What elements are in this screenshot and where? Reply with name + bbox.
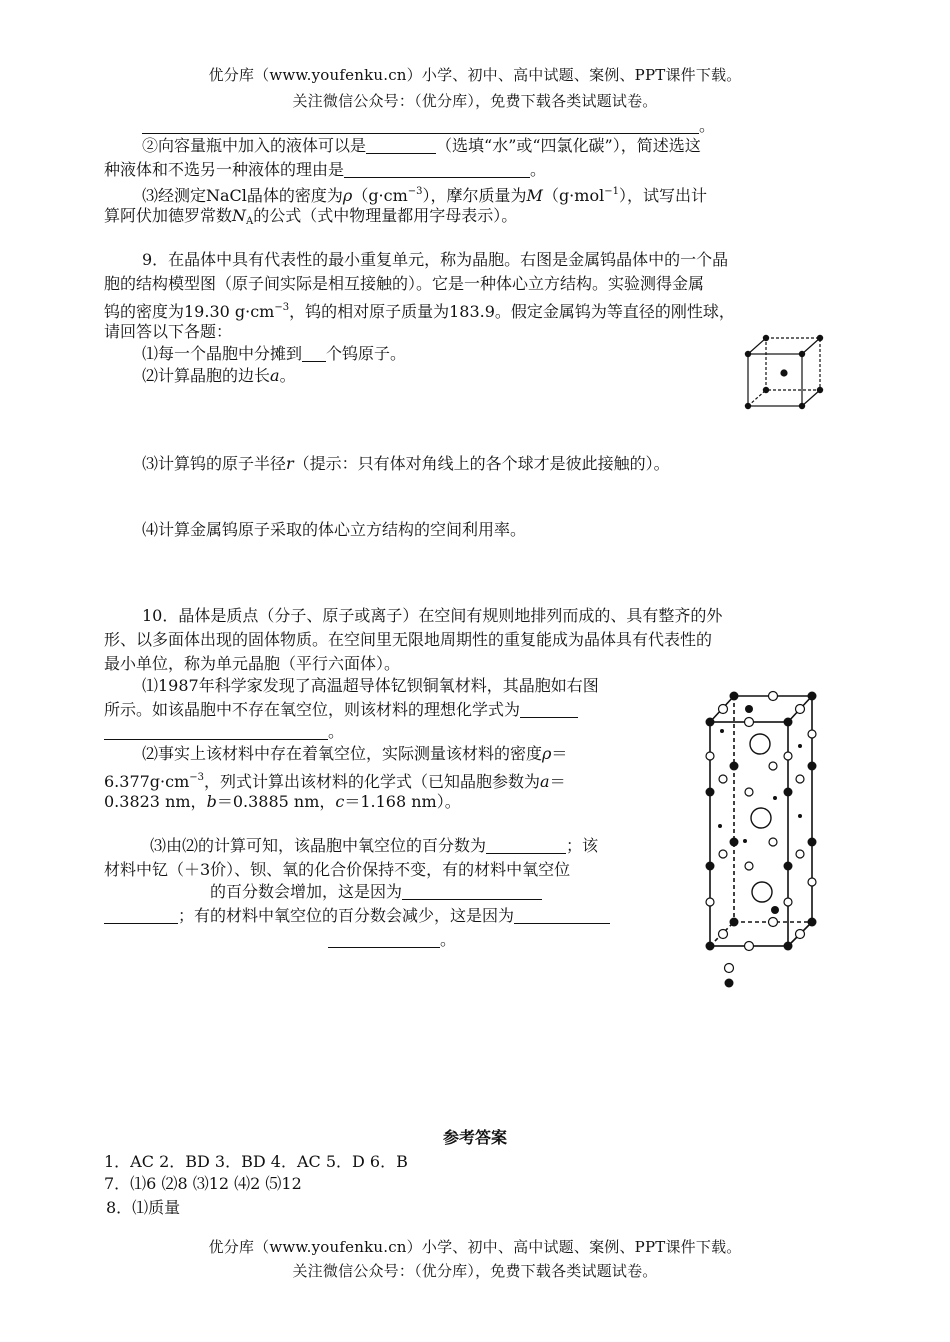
answer-blank[interactable]: [328, 929, 440, 948]
q10-sub3-line4: ；有的材料中氧空位的百分数会减少，这是因为: [104, 904, 610, 928]
corner-atom: [799, 403, 805, 409]
corner-atom: [799, 351, 805, 357]
body-center-atom: [780, 369, 787, 376]
q8-part3-line2: 算阿伏加德罗常数$N_A$的公式（式中物理量都用字母表示）。: [104, 206, 518, 227]
q10-line2: 形、以多面体出现的固体物质。在空间里无限地周期性的重复能成为晶体具有代表性的: [104, 630, 713, 649]
answers-line-2: 7．⑴6 ⑵8 ⑶12 ⑷2 ⑸12: [104, 1174, 302, 1193]
answer-blank[interactable]: [520, 699, 578, 718]
q8-part3-line1: ⑶经测定NaCl晶体的密度为$\rho(g\cdot cm^{-3})$，摩尔质量为M（g·mol$^{-1}$），试写出计: [142, 186, 707, 205]
legend-o-atom: [725, 964, 734, 973]
answers-line-1: 1．AC 2．BD 3．BD 4．AC 5．D 6．B: [104, 1152, 408, 1171]
answer-blank[interactable]: [402, 881, 542, 900]
q10-sub1-line3: 。: [104, 720, 344, 744]
q10-sub3-line5: 。: [328, 928, 456, 952]
q10-sub3-line3: 的百分数会增加，这是因为: [210, 880, 542, 904]
q8-part2-line2: 种液体和不选另一种液体的理由是 。: [104, 160, 547, 179]
q10-line1: 10．晶体是质点（分子、原子或离子）在空间有规则地排列而成的、具有整齐的外: [142, 606, 723, 625]
answer-blank[interactable]: [104, 905, 178, 924]
q9-sub3: ⑶计算钨的原子半径r（提示：只有体对角线上的各个球才是彼此接触的）。: [142, 454, 670, 473]
ybco-unit-cell-figure: [700, 686, 830, 992]
answer-blank[interactable]: [142, 115, 699, 134]
q10-line3: 最小单位，称为单元晶胞（平行六面体）。: [104, 654, 401, 673]
q10-sub1-line1: ⑴1987年科学家发现了高温超导体钇钡铜氧材料，其晶胞如右图: [142, 676, 599, 695]
q10-sub2-line2: $6.377g\cdot cm^{-3}$，列式计算出该材料的化学式（已知晶胞参数为a＝: [104, 772, 566, 791]
corner-atom: [817, 335, 823, 341]
answer-blank[interactable]: [344, 159, 530, 178]
corner-atom: [817, 387, 823, 393]
answers-line-3: 8．⑴质量: [106, 1198, 181, 1217]
q10-sub3-line2: 材料中钇（＋3价）、钡、氧的化合价保持不变，有的材料中氧空位: [104, 860, 571, 879]
legend-cu-atom: [725, 979, 734, 988]
q9-sub2: ⑵计算晶胞的边长a。: [142, 366, 296, 385]
answers-title: 参考答案: [442, 1128, 507, 1147]
header-line-1: 优分库（www.youfenku.cn）小学、初中、高中试题、案例、PPT课件下载。: [208, 66, 742, 84]
corner-atom: [763, 387, 769, 393]
q10-sub3-line1: ⑶由⑵的计算可知，该晶胞中氧空位的百分数为 ；该: [150, 836, 599, 855]
answer-blank[interactable]: [366, 135, 436, 154]
q8-part2-line1: ②向容量瓶中加入的液体可以是 （选填“水”或“四氯化碳”），简述选这: [142, 136, 701, 155]
answer-blank[interactable]: [104, 721, 328, 740]
q9-line2: 胞的结构模型图（原子间实际是相互接触的）。它是一种体心立方结构。实验测得金属: [104, 274, 705, 293]
figure-legend: [725, 964, 734, 988]
corner-atom: [745, 351, 751, 357]
q9-line3: 钨的密度为19.30 $g\cdot cm^{-3}$，钨的相对原子质量为183.9。假定金属钨为等直径的刚性球，: [104, 302, 735, 321]
answer-blank[interactable]: [302, 343, 326, 362]
header-line-2: 关注微信公众号：（优分库），免费下载各类试题试卷。: [292, 92, 658, 110]
ba-y-atoms: [750, 734, 772, 902]
footer-line-1: 优分库（www.youfenku.cn）小学、初中、高中试题、案例、PPT课件下载。: [208, 1238, 742, 1256]
bcc-unit-cell-figure: [740, 332, 830, 412]
corner-atom: [745, 403, 751, 409]
q10-sub2-line1: ⑵事实上该材料中存在着氧空位，实际测量该材料的密度ρ＝: [142, 744, 568, 763]
footer-line-2: 关注微信公众号：（优分库），免费下载各类试题试卷。: [292, 1262, 658, 1280]
answer-blank[interactable]: [486, 835, 566, 854]
q10-sub2-line3: 0.3823 nm，b＝0.3885 nm，c＝1.168 nm）。: [104, 792, 461, 811]
answer-blank[interactable]: [514, 905, 610, 924]
q10-sub1-line2: 所示。如该晶胞中不存在氧空位，则该材料的理想化学式为: [104, 698, 578, 722]
period: 。: [699, 116, 716, 135]
q9-sub4: ⑷计算金属钨原子采取的体心立方结构的空间利用率。: [142, 520, 527, 539]
q9-line1: 9．在晶体中具有代表性的最小重复单元，称为晶胞。右图是金属钨晶体中的一个晶: [142, 250, 729, 269]
corner-atom: [763, 335, 769, 341]
q9-sub1: ⑴每一个晶胞中分摊到 个钨原子。: [142, 344, 407, 363]
q9-line4: 请回答以下各题：: [104, 322, 233, 341]
